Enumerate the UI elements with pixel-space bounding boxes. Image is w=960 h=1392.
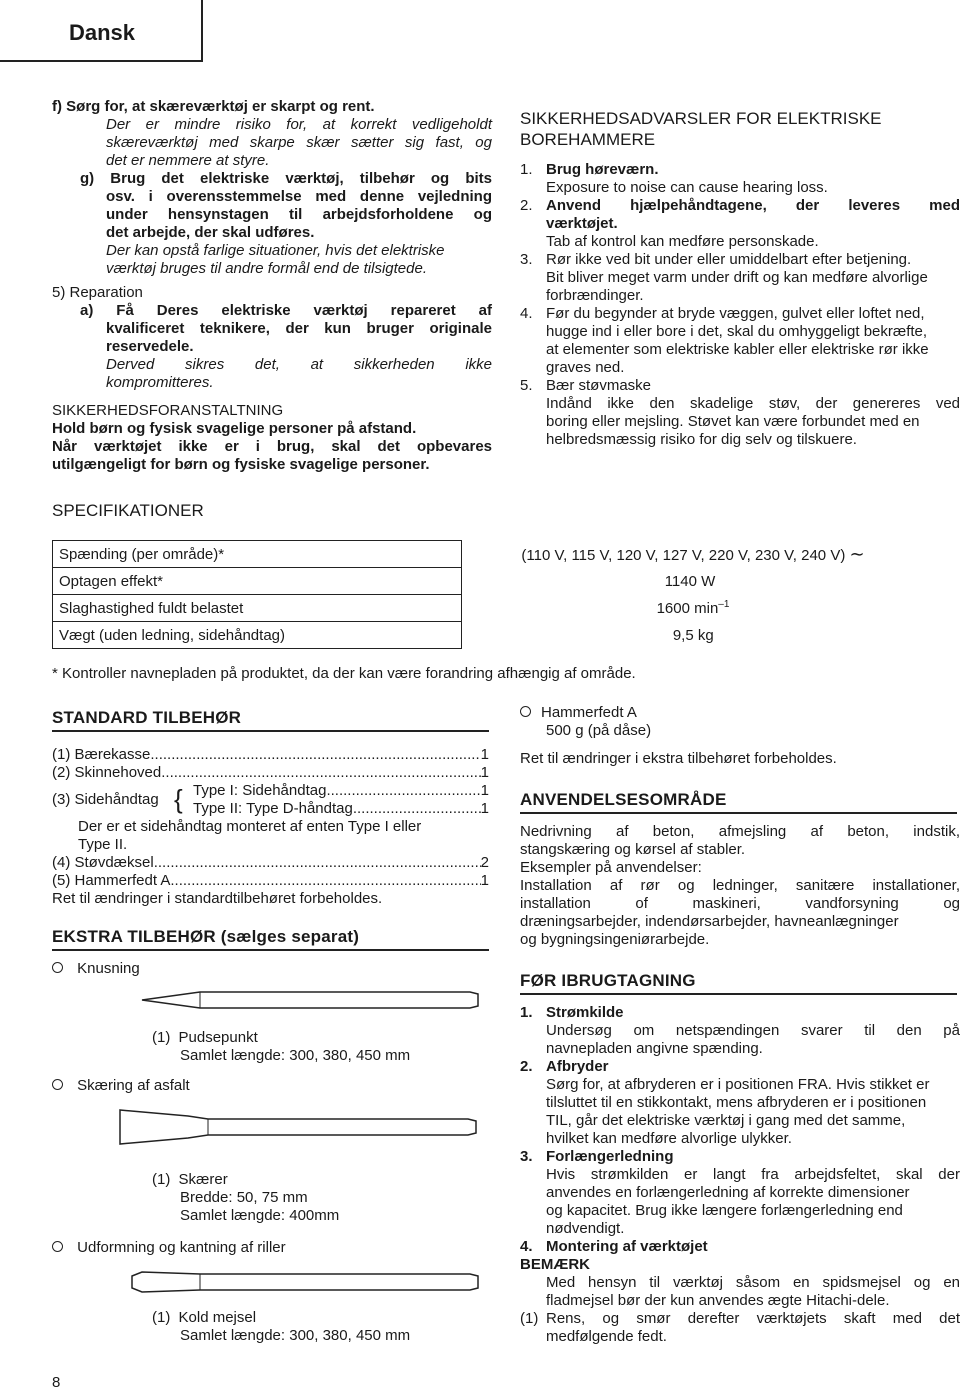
safety-rules-left <box>52 98 492 474</box>
extra-group-asphalt: Skæring af asfalt <box>52 1077 190 1095</box>
note-text: Med hensyn til værktøj såsom en spidsmejsel og en fladmejsel bør der kun anvendes ægte Hitachi-dele. <box>546 1274 960 1309</box>
spec-title: SPECIFIKATIONER <box>52 501 204 520</box>
standard-title: STANDARD TILBEHØR <box>52 708 489 732</box>
application-title: ANVENDELSESOMRÅDE <box>520 790 957 814</box>
rule-g-heading: g) Brug det elektriske værktøj, tilbehør og bits osv. i overensstemmelse med denne vejledning under hensynstagen til arbejdsforholdene og det arbejde, der skal udføres. <box>80 170 492 241</box>
spec-row: Slaghastighed fuldt belastet 1600 $\min^{-1}$ <box>53 595 925 622</box>
warning-item-1: 1. Brug høreværn. Exposure to noise can cause hearing loss. <box>520 161 828 196</box>
accessory-item: (2) Skinnehoved ..... 1 <box>52 764 489 782</box>
cold-chisel-illustration <box>130 1266 480 1296</box>
extra-item-cold-chisel: (1) Kold mejsel Samlet længde: 300, 380, 450 mm <box>152 1309 411 1344</box>
rule-f-heading: f) Sørg for, at skæreværktøj er skarpt og rent. <box>52 98 375 115</box>
accessory-item: (1) Bærekasse ..... 1 <box>52 746 489 764</box>
circle-bullet-icon <box>52 1241 63 1252</box>
extra-title: EKSTRA TILBEHØR (sælges separat) <box>52 927 489 951</box>
cutter-illustration <box>118 1108 480 1146</box>
extra-reserve: Ret til ændringer i ekstra tilbehøret forbeholdes. <box>520 750 837 767</box>
language-label: Dansk <box>69 20 136 45</box>
ac-symbol-icon: ∼ <box>849 543 865 564</box>
rule-a-heading: a) Få Deres elektriske værktøj repareret af kvalificeret teknikere, der kun bruger originale reservedele. <box>80 302 492 355</box>
page-number: 8 <box>52 1374 61 1391</box>
mounting-step: (1) Rens, og smør derefter værktøjets skaft med det medfølgende fedt. <box>520 1310 960 1345</box>
spec-table <box>52 540 925 649</box>
point-chisel-illustration <box>140 986 480 1014</box>
side-handle-item: (3) Sidehåndtag { Type I: Sidehåndtag ..... 1 Type II: Type D-håndtag ..... 1 <box>52 782 489 818</box>
accessory-item: (5) Hammerfedt A ..... 1 <box>52 872 489 890</box>
warning-item-3: 3. Rør ikke ved bit under eller umiddelbart efter betjening. Bit bliver meget varm under drift og kan medføre alvorlige forbrændinger. <box>520 251 928 304</box>
rotary-hammer-warnings <box>520 108 960 449</box>
circle-bullet-icon <box>520 706 531 717</box>
accessory-item: (4) Støvdæksel ..... 2 <box>52 854 489 872</box>
extra-item-cutter: (1) Skærer Bredde: 50, 75 mm Samlet længde: 400mm <box>152 1171 340 1224</box>
extra-item-point: (1) Pudsepunkt Samlet længde: 300, 380, 450 mm <box>152 1029 411 1064</box>
safety-precaution-text: Hold børn og fysisk svagelige personer på afstand. Når værktøjet ikke er i brug, skal det opbevares utilgængeligt for børn og fysiske svagelige personer. <box>52 420 492 473</box>
spec-row: Optagen effekt* 1140 W <box>53 568 925 595</box>
brace-icon: { <box>174 784 183 814</box>
before-use-item-3: 3. Forlængerledning Hvis strømkilden er langt fra arbejdsfeltet, skal der anvendes en forlængerledning af korrekte dimensioner og kapacitet. Brug ikke længere forlængerledning end nødvendigt. <box>520 1148 960 1237</box>
warning-item-5: 5. Bær støvmaske Indånd ikke den skadelige støv, der genereres ved boring eller mejsling. Støvet kan være forbundet med en helbredsmæssig risiko for dig selv og tilskuere. <box>520 377 960 448</box>
side-handle-note: Der er et sidehåndtag monteret af enten Type I eller Type II. <box>78 818 422 853</box>
rule-f-text: Der er mindre risiko for, at korrekt vedligeholdt skæreværktøj med skarpe skær sætter sig fast, og det er nemmere at styre. <box>106 116 492 169</box>
safety-precaution-title: SIKKERHEDSFORANSTALTNING <box>52 402 284 419</box>
extra-grease: Hammerfedt A 500 g (på dåse) Ret til ændringer i ekstra tilbehøret forbeholdes. <box>520 704 950 768</box>
warnings-title: SIKKERHEDSADVARSLER FOR ELEKTRISKE BOREHAMMERE <box>520 109 882 149</box>
standard-reserve: Ret til ændringer i standardtilbehøret forbeholdes. <box>52 890 383 907</box>
application-text: Nedrivning af beton, afmejsling af beton, indstik, stangskæring og kørsel af stabler. Eksempler på anvendelser: Installation af rør og ledninger, sanitære installationer, installation of maskineri, vandforsyning og dræningsarbejder, indendørsarbejder, havneanlægninger og bygningsingeniørarbejde. <box>520 823 960 948</box>
warning-item-4: 4. Før du begynder at bryde væggen, gulvet eller loftet ned, hugge ind i eller bore i det, skal du omhyggeligt bekræfte, at elementer som elektriske kabler eller elektriske rør ikke graves ned. <box>520 305 929 376</box>
rule-a-text: Derved sikres det, at sikkerheden ikke kompromitteres. <box>106 356 492 391</box>
circle-bullet-icon <box>52 1079 63 1090</box>
extra-group-grooving: Udformning og kantning af riller <box>52 1239 286 1257</box>
before-use-text <box>520 1004 960 1346</box>
spec-row: Spænding (per område)* (110 V, 115 V, 120 V, 127 V, 220 V, 230 V, 240 V) ∼ <box>53 541 925 568</box>
before-use-item-1: 1. Strømkilde Undersøg om netspændingen svarer til den på navnepladen angivne spænding. <box>520 1004 960 1057</box>
standard-accessories <box>52 708 489 908</box>
extra-group-crushing: Knusning <box>52 960 140 978</box>
before-use-title: FØR IBRUGTAGNING <box>520 971 957 995</box>
note-title: BEMÆRK <box>520 1256 590 1273</box>
warning-item-2: 2. Anvend hjælpehåndtagene, der leveres med værktøjet. Tab af kontrol kan medføre personskade. <box>520 197 960 250</box>
circle-bullet-icon <box>52 962 63 973</box>
rule-g-text: Der kan opstå farlige situationer, hvis det elektriske værktøj bruges til andre formål end de tilsigtede. <box>106 242 445 277</box>
spec-row: Vægt (uden ledning, sidehåndtag) 9,5 kg <box>53 622 925 649</box>
before-use-item-4: 4. Montering af værktøjet <box>520 1238 708 1255</box>
before-use-item-2: 2. Afbryder Sørg for, at afbryderen er i positionen FRA. Hvis stikket er tilsluttet til en stikkontakt, mens afbryderen er i positionen TIL, går det elektriske værktøj i gang med det samme, hvilket kan medføre alvorlige ulykker. <box>520 1058 930 1147</box>
repair-title: 5) Reparation <box>52 284 143 301</box>
spec-footnote: * Kontroller navnepladen på produktet, da der kan være forandring afhængig af område. <box>52 665 636 682</box>
